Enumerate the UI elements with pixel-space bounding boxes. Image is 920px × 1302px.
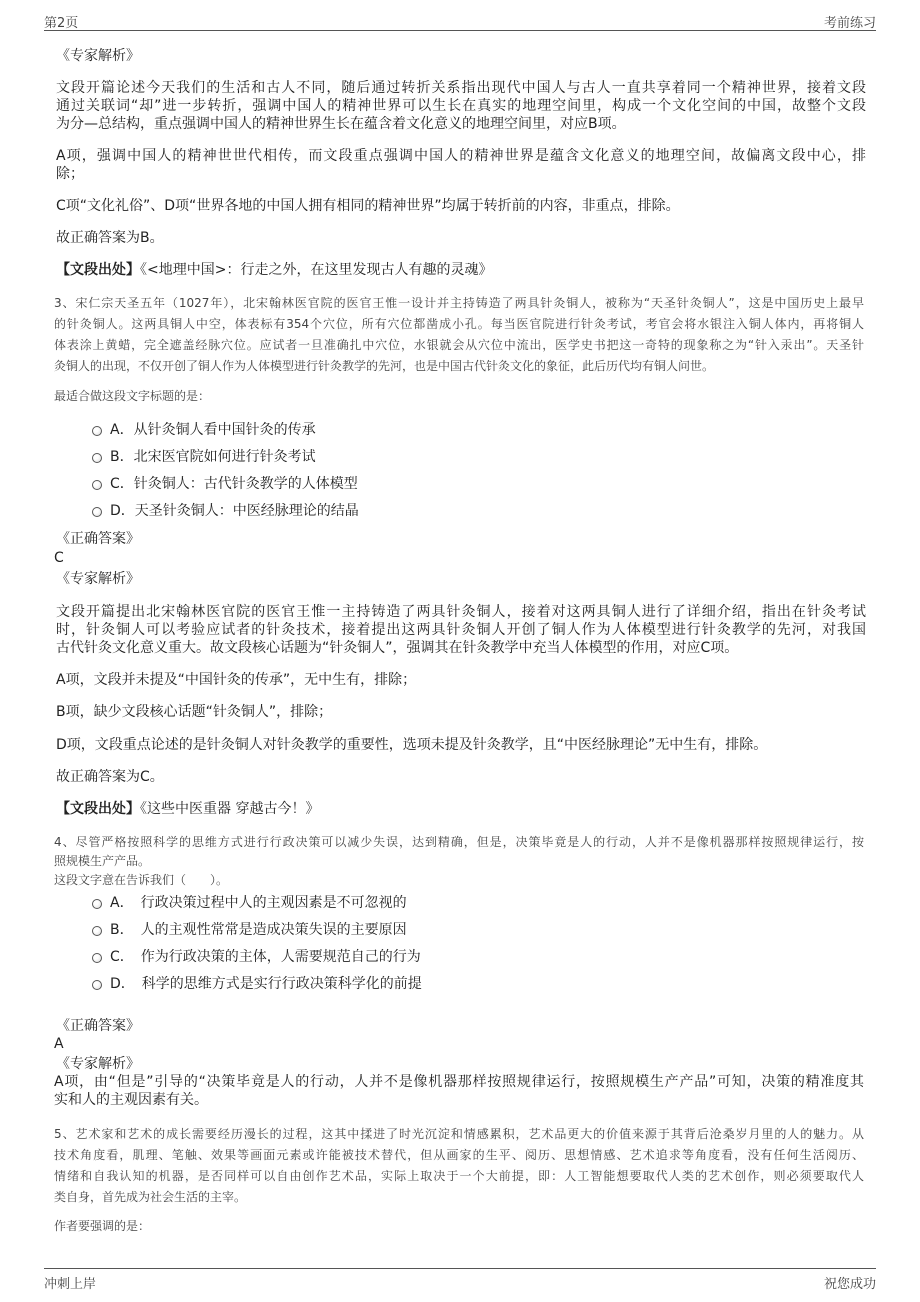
correct-answer: A [54, 1036, 64, 1052]
radio-button-icon[interactable] [92, 980, 102, 990]
question-stem-line: 情绪和自我认知的机器，是否同样可以自由创作艺术品，实际上取决于一个大前提，即：人工智能想要取代人类的艺术创作，则必须要取代人 [54, 1169, 864, 1183]
option-d-analysis: D项，文段重点论述的是针灸铜人对针灸教学的重要性，选项未提及针灸教学，且“中医经脉理论”无中生有，排除。 [56, 737, 768, 753]
option-b[interactable] [92, 447, 316, 467]
correct-answer-heading: 《正确答案》 [56, 1018, 140, 1034]
analysis-line: 文段开篇提出北宋翰林医官院的医官王惟一主持铸造了两具针灸铜人，接着对这两具铜人进行了详细介绍，指出在针灸考试 [56, 604, 866, 620]
header-title: 考前练习 [823, 16, 876, 31]
expert-analysis-heading: 《专家解析》 [56, 1056, 140, 1072]
option-label: D． 科学的思维方式是实行行政决策科学化的前提 [110, 976, 422, 992]
correct-answer: C [54, 550, 64, 566]
page-footer [44, 1268, 876, 1293]
footer-left-text: 冲刺上岸 [44, 1277, 97, 1292]
question-stem-line: 体表涂上黄蜡，完全遮盖经脉穴位。应试者一旦准确扎中穴位，水银就会从穴位中流出，医学史书把这一奇特的现象称之为“针入汞出”。天圣针 [54, 338, 864, 352]
expert-analysis-heading: 《专家解析》 [56, 571, 140, 587]
option-label: A． 行政决策过程中人的主观因素是不可忽视的 [110, 895, 407, 911]
source-label: 【文段出处】 [56, 801, 140, 817]
question-stem-line: 4、尽管严格按照科学的思维方式进行行政决策可以减少失误，达到精确，但是，决策毕竟是人的行动，人并不是像机器那样按照规律运行，按 [54, 835, 864, 849]
option-label: A．从针灸铜人看中国针灸的传承 [110, 422, 316, 438]
question-stem-line: 照规模生产产品。 [54, 854, 151, 868]
option-d[interactable] [92, 501, 359, 521]
analysis-line: 时，针灸铜人可以考验应试者的针灸技术，接着提出这两具针灸铜人开创了铜人作为人体模型进行针灸教学的先河，对我国 [56, 622, 866, 638]
radio-button-icon[interactable] [92, 953, 102, 963]
analysis-line: 为分—总结构，重点强调中国人的精神世界生长在蕴含着文化意义的地理空间里，对应B项。 [56, 116, 626, 132]
source-label: 【文段出处】 [56, 262, 140, 278]
question-prompt: 这段文字意在告诉我们（ ）。 [54, 873, 229, 887]
option-a-analysis: A项，强调中国人的精神世世代相传，而文段重点强调中国人的精神世界是蕴含文化意义的地理空间，故偏离文段中心，排 [56, 148, 866, 164]
option-c[interactable] [92, 474, 358, 494]
radio-button-icon[interactable] [92, 426, 102, 436]
option-label: B． 人的主观性常常是造成决策失误的主要原因 [110, 922, 407, 938]
source-text: 《这些中医重器 穿越古今！》 [140, 801, 320, 817]
option-a[interactable] [92, 893, 407, 913]
option-label: D．天圣针灸铜人：中医经脉理论的结晶 [110, 503, 359, 519]
analysis-line: 文段开篇论述今天我们的生活和古人不同，随后通过转折关系指出现代中国人与古人一直共享着同一个精神世界，接着文段 [56, 80, 866, 96]
passage-source [56, 800, 319, 818]
option-label: C．针灸铜人：古代针灸教学的人体模型 [110, 476, 358, 492]
option-b-analysis: B项，缺少文段核心话题“针灸铜人”，排除； [56, 704, 333, 720]
analysis-line: 通过关联词“却”进一步转折，强调中国人的精神世界可以生长在真实的地理空间里，构成一个文化空间的中国，故整个文段 [56, 98, 866, 114]
analysis-line: 实和人的主观因素有关。 [54, 1092, 208, 1108]
option-b[interactable] [92, 920, 407, 940]
option-label: B．北宋医官院如何进行针灸考试 [110, 449, 316, 465]
footer-right-text: 祝您成功 [823, 1277, 876, 1292]
question-prompt: 作者要强调的是： [54, 1219, 151, 1233]
answer-conclusion: 故正确答案为C。 [56, 769, 164, 785]
answer-conclusion: 故正确答案为B。 [56, 230, 164, 246]
radio-button-icon[interactable] [92, 507, 102, 517]
question-stem-line: 技术角度看，肌理、笔触、效果等画面元素或许能被技术替代，但从画家的生平、阅历、思想情感、艺术追求等角度看，没有任何生活阅历、 [54, 1148, 864, 1162]
analysis-line: 古代针灸文化意义重大。故文段核心话题为“针灸铜人”，强调其在针灸教学中充当人体模型的作用，对应C项。 [56, 640, 739, 656]
option-c-analysis: C项“文化礼俗”、D项“世界各地的中国人拥有相同的精神世界”均属于转折前的内容，非重点，排除。 [56, 198, 680, 214]
question-prompt: 最适合做这段文字标题的是： [54, 389, 211, 403]
radio-button-icon[interactable] [92, 899, 102, 909]
question-stem-line: 灸铜人的出现，不仅开创了铜人作为人体模型进行针灸教学的先河，也是中国古代针灸文化的象征，此后历代均有铜人问世。 [54, 359, 715, 373]
option-a-analysis: A项，文段并未提及“中国针灸的传承”，无中生有，排除； [56, 672, 417, 688]
question-stem-line: 3、宋仁宗天圣五年（1027年），北宋翰林医官院的医官王惟一设计并主持铸造了两具针灸铜人，被称为“天圣针灸铜人”，这是中国历史上最早 [54, 296, 864, 310]
question-stem-line: 5、艺术家和艺术的成长需要经历漫长的过程，这其中揉进了时光沉淀和情感累积，艺术品更大的价值来源于其背后沧桑岁月里的人的魅力。从 [54, 1127, 864, 1141]
option-d[interactable] [92, 974, 422, 994]
correct-answer-heading: 《正确答案》 [56, 531, 140, 547]
expert-analysis-heading: 《专家解析》 [56, 48, 140, 64]
option-a-analysis: 除； [56, 166, 84, 182]
source-text: 《<地理中国>：行走之外，在这里发现古人有趣的灵魂》 [140, 262, 493, 278]
question-stem-line: 类自身，首先成为社会生活的主宰。 [54, 1190, 247, 1204]
page-number: 第2页 [44, 16, 79, 31]
radio-button-icon[interactable] [92, 480, 102, 490]
option-label: C． 作为行政决策的主体，人需要规范自己的行为 [110, 949, 421, 965]
option-c[interactable] [92, 947, 421, 967]
analysis-line: A项，由“但是”引导的“决策毕竟是人的行动，人并不是像机器那样按照规律运行，按照规模生产产品”可知，决策的精准度其 [54, 1074, 864, 1090]
radio-button-icon[interactable] [92, 926, 102, 936]
radio-button-icon[interactable] [92, 453, 102, 463]
option-a[interactable] [92, 420, 316, 440]
page-header [44, 8, 876, 31]
passage-source [56, 261, 492, 279]
question-stem-line: 的针灸铜人。这两具铜人中空，体表标有354个穴位，所有穴位都凿成小孔。每当医官院进行针灸考试，考官会将水银注入铜人体内，再将铜人 [54, 317, 864, 331]
